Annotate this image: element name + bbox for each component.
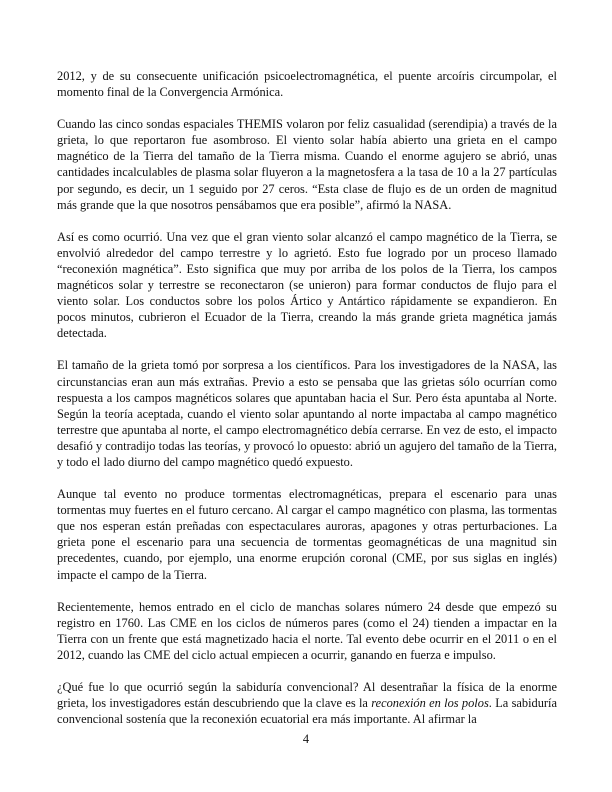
body-text [57, 68, 557, 727]
paragraph-text: Cuando las cinco sondas espaciales THEMIS volaron por feliz casualidad (serendipia) a través de la grieta, lo que reportaron fue asombroso. El viento solar había abierto una grieta en el campo magnético de la Tierra del tamaño de la Tierra misma. Cuando el enorme agujero se abrió, unas cantidades incalculables de plasma solar fluyeron a la magnetosfera a la tasa de 10 a la 27 partículas por segundo, es decir, un 1 seguido por 27 ceros. “Esta clase de flujo es de un orden de magnitud más grande que la que nosotros pensábamos que era posible”, afirmó la NASA. [57, 117, 557, 212]
paragraph-text: ¿Qué fue lo que ocurrió según la sabiduría convencional? Al desentrañar la física de la enorme grieta, los investigadores están descubriendo que la clave es la [57, 680, 557, 711]
paragraph-text: . La sabiduría convencional sostenía que la reconexión ecuatorial era más importante. Al afirmar la [57, 696, 557, 727]
paragraph-text: Así es como ocurrió. Una vez que el gran viento solar alcanzó el campo magnético de la Tierra, se envolvió alrededor del campo terrestre y lo agrietó. Esto fue logrado por un proceso llamado “reconexión magnética”. Esto significa que muy por arriba de los polos de la Tierra, los campos magnéticos solar y terrestre se reconectaron (se unieron) para formar conductos de flujo para el viento solar. Los conductos sobre los polos Ártico y Antártico rápidamente se expandieron. En pocos minutos, cubrieron el Ecuador de la Tierra, creando la más grande grieta magnética jamás detectada. [57, 229, 557, 341]
page-number: 4 [302, 732, 310, 746]
paragraph [57, 679, 557, 727]
paragraph-text: 2012, y de su consecuente unificación psicoelectromagnética, el puente arcoíris circumpolar, el momento final de la Convergencia Armónica. [57, 69, 557, 100]
paragraph [57, 229, 557, 342]
paragraph [57, 68, 557, 100]
paragraph-text: Aunque tal evento no produce tormentas electromagnéticas, prepara el escenario para unas tormentas muy fuertes en el futuro cercano. Al cargar el campo magnético con plasma, las tormentas que nos esperan están preñadas con espectaculares auroras, apagones y otras perturbaciones. La grieta pone el escenario para una secuencia de tormentas geomagnéticas de una magnitud sin precedentes, cuando, por ejemplo, una enorme erupción coronal (CME, por sus siglas en inglés) impacte el campo de la Tierra. [57, 487, 557, 582]
paragraph [57, 486, 557, 583]
emphasized-text: reconexión en los polos [371, 696, 489, 711]
paragraph-text: Recientemente, hemos entrado en el ciclo de manchas solares número 24 desde que empezó su registro en 1760. Las CME en los ciclos de números pares (como el 24) tienden a impactar en la Tierra con un frente que está magnetizado hacia el norte. Tal evento debe ocurrir en el 2011 o en el 2012, cuando las CME del ciclo actual empiecen a ocurrir, ganando en fuerza e impulso. [57, 599, 557, 662]
paragraph [57, 116, 557, 213]
paragraph [57, 599, 557, 663]
paragraph-text: El tamaño de la grieta tomó por sorpresa a los científicos. Para los investigadores de la NASA, las circunstancias eran aun más extrañas. Previo a esto se pensaba que las grietas sólo ocurrían como respuesta a los campos magnéticos solares que apuntaban hacia el Sur. Pero ésta apuntaba al Norte. Según la teoría aceptada, cuando el viento solar apuntando al norte impactaba al campo magnético terrestre que apuntaba al norte, el campo electromagnético debía cerrarse. En vez de esto, el impacto desafió y contradijo todas las teorías, y provocó lo opuesto: abrió un agujero del tamaño de la Tierra, y todo el lado diurno del campo magnético quedó expuesto. [57, 358, 557, 469]
paragraph [57, 357, 557, 470]
